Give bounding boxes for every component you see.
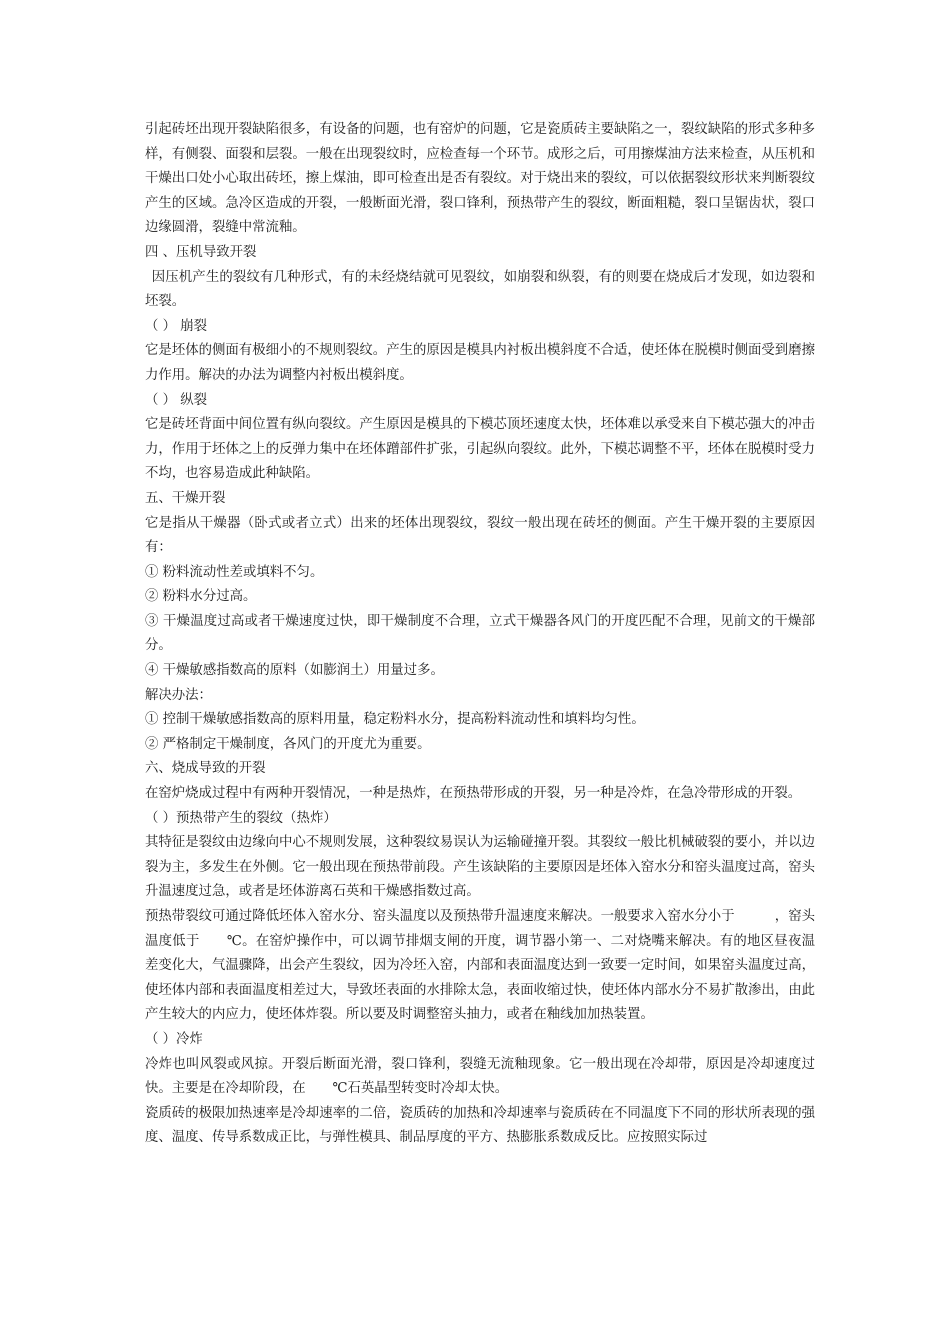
section-heading-press: 四 、压机导致开裂 [145, 244, 257, 260]
paragraph-chip-crack: 它是坯体的侧面有极细小的不规则裂纹。产生的原因是模具内衬板出模斜度不合适，使坯体在脱模时侧面受到磨擦力作用。解决的办法为调整内衬板出模斜度。 [145, 343, 815, 383]
document-body [145, 118, 815, 1151]
paragraph-intro: 引起砖坯出现开裂缺陷很多，有设备的问题，也有窑炉的问题，它是瓷质砖主要缺陷之一，裂纹缺陷的形式多种多样，有侧裂、面裂和层裂。一般在出现裂纹时，应检查每一个环节。成形之后，可用擦煤油方法来检查，从压机和干燥出口处小心取出砖坯，擦上煤油，即可检查出是否有裂纹。对于烧出来的裂纹，可以依据裂纹形状来判断裂纹产生的区域。急冷区造成的开裂，一般断面光滑，裂口锋利，预热带产生的裂纹，断面粗糙，裂口呈锯齿状，裂口边缘圆滑，裂缝中常流釉。 [145, 122, 815, 236]
paragraph-firing-intro: 在窑炉烧成过程中有两种开裂情况，一种是热炸，在预热带形成的开裂，另一种是冷炸，在急冷带形成的开裂。 [145, 786, 802, 802]
list-item: ③ 干燥温度过高或者干燥速度过快，即干燥制度不合理，立式干燥器各风门的开度匹配不合理，见前文的干燥部分。 [145, 613, 815, 654]
list-item: ② 粉料水分过高。 [145, 589, 257, 605]
section-heading-firing: 六、烧成导致的开裂 [145, 761, 266, 777]
paragraph-preheat-solution: 预热带裂纹可通过降低坯体入窑水分、窑头温度以及预热带升温速度来解决。一般要求入窑水分小于 ，窑头温度低于 ℃。在窑炉操作中，可以调节排烟支闸的开度，调节器小第一、二对烧嘴来解决。有的地区昼夜温差变化大，气温骤降，出会产生裂纹，因为冷坯入窑，内部和表面温度达到一致要一定时间，如果窑头温度过高，使坯体内部和表面温度相差过大，导致坯表面的水排除太急，表面收缩过快，使坯体内部水分不易扩散渗出，由此产生较大的内应力，使坯体炸裂。所以要及时调整窑头抽力，或者在釉线加加热装置。 [145, 909, 815, 1023]
list-item: ④ 干燥敏感指数高的原料（如膨润土）用量过多。 [145, 663, 444, 679]
paragraph-drying-intro: 它是指从干燥器（卧式或者立式）出来的坯体出现裂纹，裂纹一般出现在砖坯的侧面。产生干燥开裂的主要原因有： [145, 515, 815, 556]
paragraph-longitudinal-crack: 它是砖坯背面中间位置有纵向裂纹。产生原因是模具的下模芯顶坯速度太快，坯体难以承受来自下模芯强大的冲击力，作用于坯体之上的反弹力集中在坯体蹭部件扩张，引起纵向裂纹。此外，下模芯调整不平，坯体在脱模时受力不均，也容易造成此种缺陷。 [145, 417, 815, 482]
subheading-preheat-crack: （ ）预热带产生的裂纹（热炸） [145, 810, 337, 826]
subheading-cold-crack: （ ）冷炸 [145, 1031, 203, 1047]
paragraph-preheat-features: 其特征是裂纹由边缘向中心不规则发展，这种裂纹易误认为运输碰撞开裂。其裂纹一般比机械破裂的要小，并以边裂为主，多发生在外侧。它一般出现在预热带前段。产生该缺陷的主要原因是坯体入窑水分和窑头温度过高，窑头升温速度过急，或者是坯体游离石英和干燥感指数过高。 [145, 835, 815, 900]
paragraph-heating-rate: 瓷质砖的极限加热速率是冷却速率的二倍，瓷质砖的加热和冷却速率与瓷质砖在不同温度下不同的形状所表现的强度、温度、传导系数成正比，与弹性模具、制品厚度的平方、热膨胀系数成反比。应按照实际过 [145, 1105, 815, 1146]
section-heading-drying: 五、干燥开裂 [145, 490, 226, 506]
subheading-longitudinal-crack: （ ） 纵裂 [145, 392, 208, 408]
list-item: ② 严格制定干燥制度，各风门的开度尤为重要。 [145, 736, 431, 752]
solution-heading: 解决办法： [145, 687, 212, 703]
list-item: ① 控制干燥敏感指数高的原料用量，稳定粉料水分，提高粉料流动性和填料均匀性。 [145, 712, 645, 728]
subheading-chip-crack: （ ） 崩裂 [145, 318, 208, 334]
paragraph-press-intro: 因压机产生的裂纹有几种形式，有的未经烧结就可见裂纹，如崩裂和纵裂，有的则要在烧成后才发现，如边裂和坯裂。 [145, 269, 815, 310]
paragraph-cold-crack: 冷炸也叫风裂或风掠。开裂后断面光滑，裂口锋利，裂缝无流釉现象。它一般出现在冷却带，原因是冷却速度过快。主要是在冷却阶段，在 ℃石英晶型转变时冷却太快。 [145, 1056, 815, 1097]
list-item: ① 粉料流动性差或填料不匀。 [145, 564, 324, 580]
